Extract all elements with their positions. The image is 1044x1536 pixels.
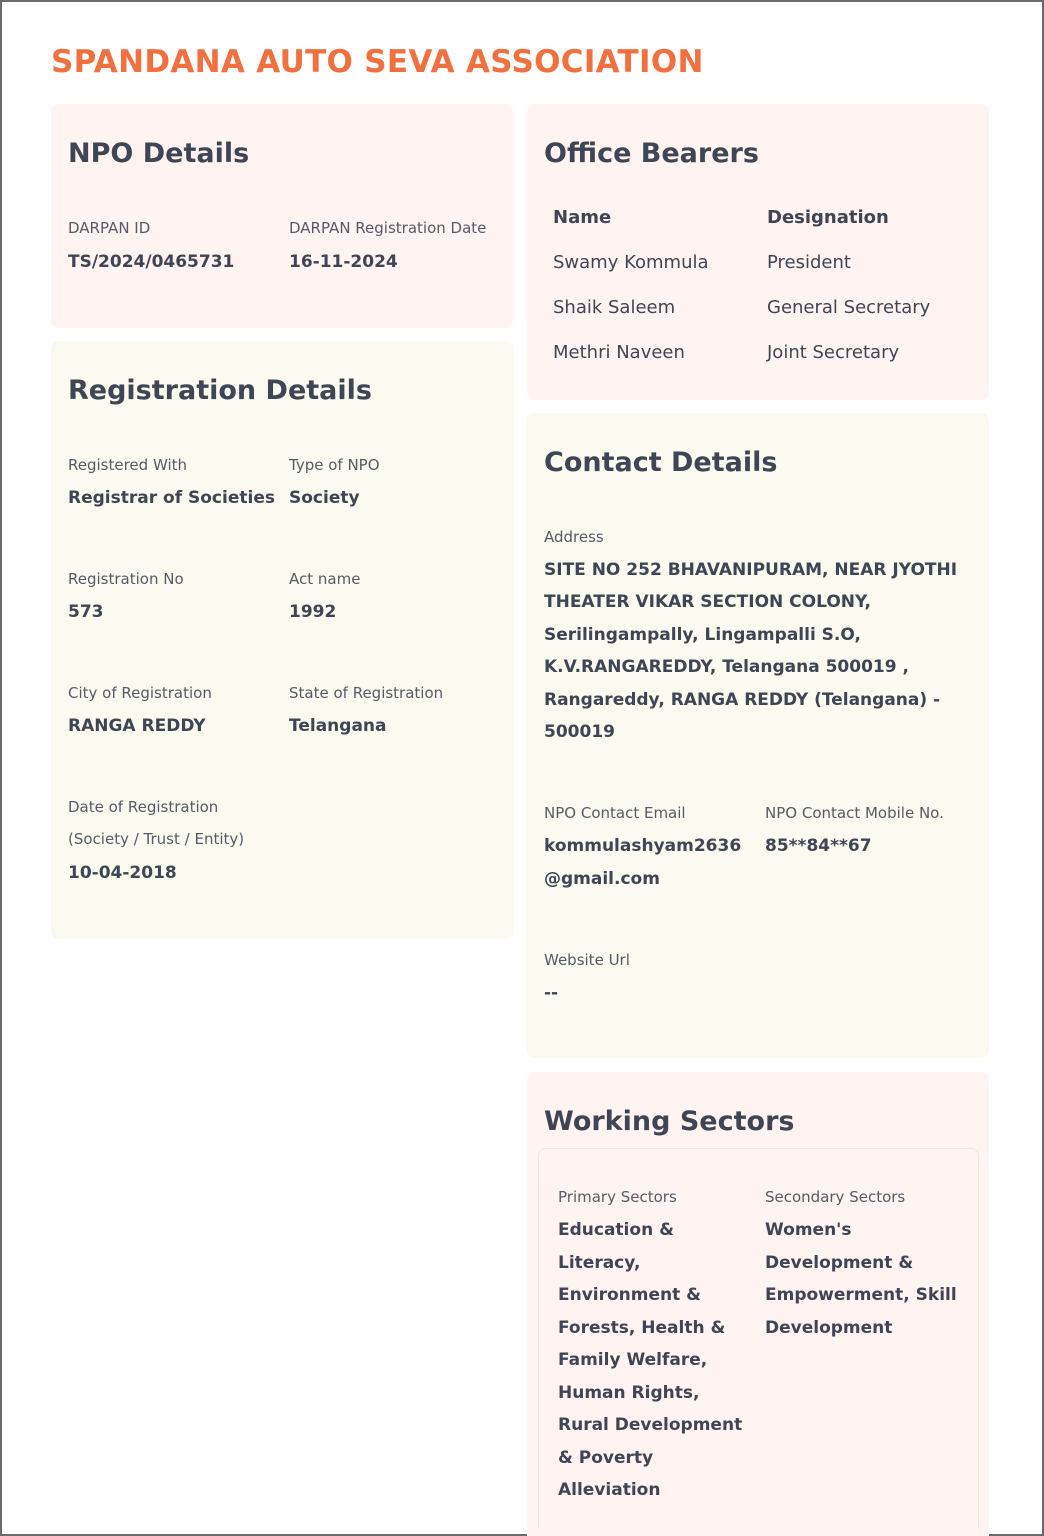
organization-name: SPANDANA AUTO SEVA ASSOCIATION (51, 44, 704, 80)
primary-sector-line: Alleviation (558, 1480, 661, 1500)
contact-details-title: Contact Details (544, 447, 778, 478)
name-column-header: Name (553, 207, 612, 228)
contact-email-value-continued: @gmail.com (544, 869, 660, 889)
registered-with-label: Registered With (68, 456, 188, 474)
secondary-sectors-label: Secondary Sectors (765, 1188, 906, 1206)
state-of-registration-label: State of Registration (289, 684, 444, 702)
registered-with-value: Registrar of Societies (68, 488, 275, 508)
website-url-value: -- (544, 983, 559, 1003)
working-sectors-title: Working Sectors (544, 1106, 795, 1137)
address-line: SITE NO 252 BHAVANIPURAM, NEAR JYOTHI (544, 560, 958, 580)
contact-email-value: kommulashyam2636 (544, 836, 742, 856)
contact-mobile-value: 85**84**67 (765, 836, 872, 856)
primary-sector-line: Family Welfare, (558, 1350, 708, 1370)
primary-sectors-label: Primary Sectors (558, 1188, 677, 1206)
address-label: Address (544, 528, 604, 546)
contact-mobile-label: NPO Contact Mobile No. (765, 804, 944, 822)
primary-sector-line: Literacy, (558, 1253, 641, 1273)
city-of-registration-value: RANGA REDDY (68, 716, 206, 736)
city-of-registration-label: City of Registration (68, 684, 212, 702)
primary-sector-line: Education & (558, 1220, 674, 1240)
registration-no-value: 573 (68, 602, 104, 622)
act-name-value: 1992 (289, 602, 337, 622)
contact-email-label: NPO Contact Email (544, 804, 686, 822)
address-line: Serilingampally, Lingampalli S.O, (544, 625, 861, 645)
primary-sector-line: Forests, Health & (558, 1318, 726, 1338)
npo-type-value: Society (289, 488, 360, 508)
darpan-id-label: DARPAN ID (68, 219, 151, 237)
primary-sector-line: Rural Development (558, 1415, 743, 1435)
bearer-designation: Joint Secretary (767, 342, 900, 363)
state-of-registration-value: Telangana (289, 716, 387, 736)
office-bearers-title: Office Bearers (544, 138, 759, 169)
bearer-name: Swamy Kommula (553, 252, 709, 273)
registration-details-title: Registration Details (68, 375, 372, 406)
act-name-label: Act name (289, 570, 361, 588)
darpan-id-value: TS/2024/0465731 (68, 252, 235, 272)
primary-sector-line: & Poverty (558, 1448, 654, 1468)
address-line: Rangareddy, RANGA REDDY (Telangana) - (544, 690, 941, 710)
address-line: THEATER VIKAR SECTION COLONY, (544, 592, 871, 612)
bearer-name: Methri Naveen (553, 342, 685, 363)
address-line: 500019 (544, 722, 615, 742)
date-of-registration-label-qualifier: (Society / Trust / Entity) (68, 830, 245, 848)
bearer-name: Shaik Saleem (553, 297, 676, 318)
darpan-reg-date-value: 16-11-2024 (289, 252, 398, 272)
secondary-sector-line: Women's (765, 1220, 852, 1240)
secondary-sector-line: Development & (765, 1253, 914, 1273)
designation-column-header: Designation (767, 207, 889, 228)
primary-sector-line: Environment & (558, 1285, 702, 1305)
bearer-designation: General Secretary (767, 297, 931, 318)
registration-no-label: Registration No (68, 570, 184, 588)
secondary-sector-line: Empowerment, Skill (765, 1285, 957, 1305)
bearer-designation: President (767, 252, 851, 273)
primary-sector-line: Human Rights, (558, 1383, 700, 1403)
npo-details-title: NPO Details (68, 138, 250, 169)
date-of-registration-label: Date of Registration (68, 798, 219, 816)
npo-type-label: Type of NPO (289, 456, 380, 474)
secondary-sector-line: Development (765, 1318, 893, 1338)
date-of-registration-value: 10-04-2018 (68, 863, 177, 883)
darpan-reg-date-label: DARPAN Registration Date (289, 219, 487, 237)
website-url-label: Website Url (544, 951, 630, 969)
address-line: K.V.RANGAREDDY, Telangana 500019 , (544, 657, 909, 677)
